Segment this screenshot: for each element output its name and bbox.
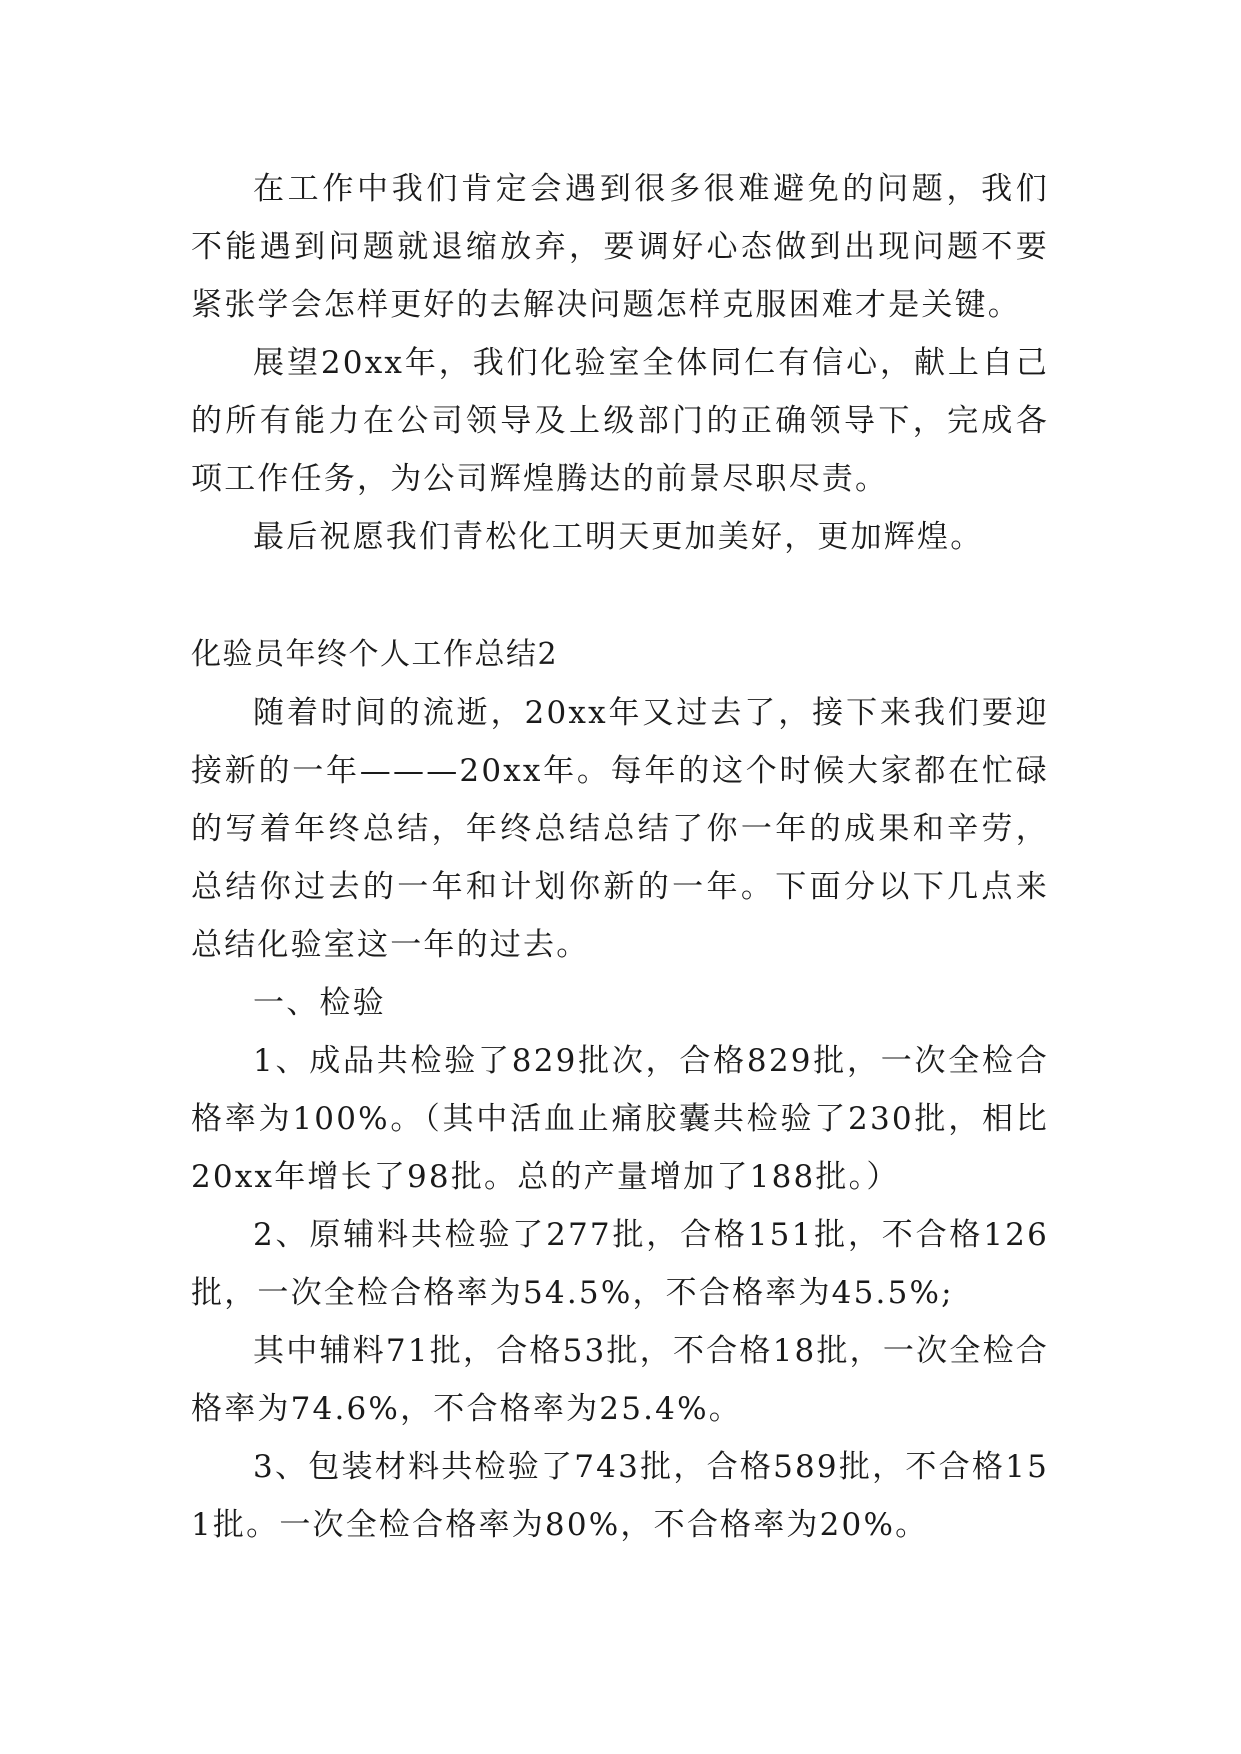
- paragraph-problems: 在工作中我们肯定会遇到很多很难避免的问题，我们不能遇到问题就退缩放弃，要调好心态做到出现问题不要紧张学会怎样更好的去解决问题怎样克服困难才是关键。: [191, 171, 1049, 323]
- paragraph-raw-materials: 2、原辅料共检验了277批，合格151批，不合格126批，一次全检合格率为54.5%，不合格率为45.5%;: [191, 1217, 1049, 1311]
- subheading-inspection: 一、检验: [253, 985, 386, 1021]
- section-spacer: [191, 566, 1049, 626]
- paragraph-outlook: 展望20xx年，我们化验室全体同仁有信心，献上自己的所有能力在公司领导及上级部门的正确领导下，完成各项工作任务，为公司辉煌腾达的前景尽职尽责。: [191, 345, 1049, 497]
- paragraph-auxiliary-materials: 其中辅料71批，合格53批，不合格18批，一次全检合格率为74.6%，不合格率为25.4%。: [191, 1333, 1049, 1427]
- paragraph-packaging-materials: 3、包装材料共检验了743批，合格589批，不合格151批。一次全检合格率为80%，不合格率为20%。: [191, 1449, 1049, 1543]
- section-title: 化验员年终个人工作总结2: [191, 637, 559, 672]
- paragraph-finished-products: 1、成品共检验了829批次，合格829批，一次全检合格率为100%。（其中活血止痛胶囊共检验了230批，相比20xx年增长了98批。总的产量增加了188批。）: [191, 1043, 1049, 1195]
- document-page: [191, 160, 1049, 1554]
- paragraph-intro: 随着时间的流逝，20xx年又过去了，接下来我们要迎接新的一年———20xx年。每年的这个时候大家都在忙碌的写着年终总结，年终总结总结了你一年的成果和辛劳，总结你过去的一年和计划你新的一年。下面分以下几点来总结化验室这一年的过去。: [191, 695, 1049, 963]
- paragraph-wishes: 最后祝愿我们青松化工明天更加美好，更加辉煌。: [253, 519, 984, 555]
